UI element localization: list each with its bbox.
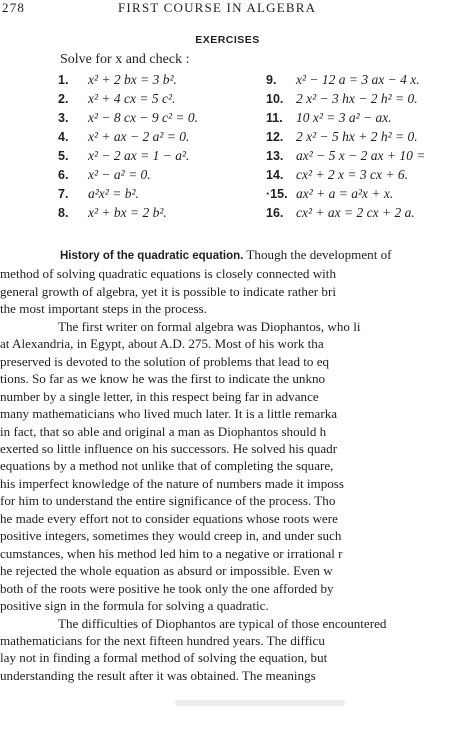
exercise-instruction: Solve for x and check : bbox=[60, 52, 190, 67]
exercise-equation: 10 x² = 3 a² − ax. bbox=[296, 110, 392, 125]
exercise-item bbox=[266, 72, 420, 88]
exercise-equation: ax² − 5 x − 2 ax + 10 = bbox=[296, 148, 426, 163]
paragraph-line: number by a single letter, in this respect being far in advance bbox=[0, 388, 319, 404]
exercise-number: 16. bbox=[266, 206, 284, 220]
paragraph-line: cumstances, when his method led him to a negative or irrational r bbox=[0, 545, 343, 561]
paragraph-line bbox=[60, 246, 455, 265]
exercise-equation: x² − 12 a = 3 ax − 4 x. bbox=[296, 72, 420, 87]
exercise-equation: x² − 8 cx − 9 c² = 0. bbox=[88, 110, 199, 125]
exercise-number: 5. bbox=[58, 149, 69, 163]
exercise-number: 7. bbox=[58, 187, 69, 201]
exercise-equation: x² + bx = 2 b². bbox=[88, 205, 167, 220]
exercise-row bbox=[0, 205, 455, 224]
exercise-row bbox=[0, 148, 455, 167]
text-run: Though the development of bbox=[243, 247, 392, 262]
exercise-item bbox=[58, 91, 175, 107]
exercise-item bbox=[266, 91, 418, 107]
paragraph-line: general growth of algebra, yet it is possible to indicate rather bri bbox=[0, 283, 336, 299]
section-heading: History of the quadratic equation. bbox=[60, 250, 244, 262]
exercise-number: 11. bbox=[266, 111, 283, 125]
exercise-number: 9. bbox=[266, 73, 277, 87]
exercise-number: 6. bbox=[58, 168, 69, 182]
exercise-equation: x² − a² = 0. bbox=[88, 167, 151, 182]
paragraph-line: the most important steps in the process. bbox=[0, 301, 207, 317]
exercise-equation: x² + 4 cx = 5 c². bbox=[88, 91, 176, 106]
exercise-number: 13. bbox=[266, 149, 284, 163]
paragraph-line: he rejected the whole equation as absurd or impossible. Even w bbox=[0, 563, 333, 579]
paragraph-line: The difficulties of Diophantos are typical of those encountered bbox=[58, 615, 387, 631]
running-head bbox=[0, 0, 455, 16]
exercise-item bbox=[58, 148, 189, 164]
paragraph-line: exerted so little influence on his successors. He solved his quadr bbox=[0, 440, 338, 456]
exercise-row bbox=[0, 72, 455, 91]
paragraph-line: his imperfect knowledge of the nature of numbers made it imposs bbox=[0, 475, 344, 491]
paragraph-line: tions. So far as we know he was the first to indicate the unkno bbox=[0, 371, 326, 387]
exercise-item bbox=[266, 129, 418, 145]
paragraph-line: mathematicians for the next fifteen hundred years. The difficu bbox=[0, 632, 325, 648]
paragraph-line: he made every effort not to consider equations whose roots were bbox=[0, 510, 338, 526]
exercise-row bbox=[0, 91, 455, 110]
exercise-item bbox=[266, 148, 425, 164]
exercise-equation: cx² + ax = 2 cx + 2 a. bbox=[296, 205, 415, 220]
exercise-list bbox=[0, 72, 455, 224]
paragraph-line: method of solving quadratic equations is closely connected with bbox=[0, 266, 336, 282]
exercise-number: 12. bbox=[266, 130, 284, 144]
paragraph-line: equations by a method not unlike that of completing the square, bbox=[0, 458, 334, 474]
exercise-row bbox=[0, 110, 455, 129]
exercise-item bbox=[58, 129, 189, 145]
faded-footer-mark bbox=[175, 700, 345, 706]
exercise-item bbox=[58, 167, 151, 183]
exercise-number: ·15. bbox=[266, 187, 288, 201]
book-title: FIRST COURSE IN ALGEBRA bbox=[118, 0, 317, 15]
exercise-number: 8. bbox=[58, 206, 69, 220]
exercise-number: 4. bbox=[58, 130, 69, 144]
exercise-number: 2. bbox=[58, 92, 69, 106]
paragraph-line: positive sign in the formula for solving a quadratic. bbox=[0, 598, 269, 614]
exercise-row bbox=[0, 186, 455, 205]
exercise-item bbox=[58, 205, 167, 221]
exercise-item bbox=[58, 72, 177, 88]
paragraph-line: understanding the result after it was obtained. The meanings bbox=[0, 667, 316, 683]
paragraph-line: preserved is devoted to the solution of problems that lead to eq bbox=[0, 353, 330, 369]
exercise-item bbox=[58, 186, 139, 202]
paragraph-line: at Alexandria, in Egypt, about A.D. 275. Most of his work tha bbox=[0, 336, 324, 352]
paragraph-line: many mathematicians who lived much later. It is a little remarka bbox=[0, 406, 338, 422]
page-number: 278 bbox=[2, 0, 26, 15]
exercise-item bbox=[266, 186, 393, 202]
exercise-number: 1. bbox=[58, 73, 69, 87]
history-section bbox=[0, 246, 455, 684]
exercise-item bbox=[266, 167, 408, 183]
paragraph-line: positive integers, sometimes they would creep in, and under such bbox=[0, 528, 342, 544]
exercise-item bbox=[266, 110, 392, 126]
paragraph-line: in fact, that so able and original a man as Diophantos should h bbox=[0, 423, 327, 439]
exercise-equation: x² − 2 ax = 1 − a². bbox=[88, 148, 190, 163]
exercise-row bbox=[0, 167, 455, 186]
exercise-item bbox=[266, 205, 415, 221]
exercise-number: 3. bbox=[58, 111, 69, 125]
exercise-item bbox=[58, 110, 198, 126]
exercise-equation: a²x² = b². bbox=[88, 186, 139, 201]
paragraph-line: for him to understand the entire significance of the process. Tho bbox=[0, 493, 336, 509]
exercises-heading: EXERCISES bbox=[195, 34, 260, 46]
exercise-equation: 2 x² − 3 hx − 2 h² = 0. bbox=[296, 91, 418, 106]
paragraph-line: The first writer on formal algebra was Diophantos, who li bbox=[58, 318, 361, 334]
paragraph-line: lay not in finding a formal method of solving the equation, but bbox=[0, 650, 328, 666]
exercise-equation: ax² + a = a²x + x. bbox=[296, 186, 394, 201]
exercise-equation: x² + ax − 2 a² = 0. bbox=[88, 129, 190, 144]
exercise-number: 10. bbox=[266, 92, 284, 106]
exercise-equation: cx² + 2 x = 3 cx + 6. bbox=[296, 167, 408, 182]
exercise-number: 14. bbox=[266, 168, 284, 182]
exercise-equation: x² + 2 bx = 3 b². bbox=[88, 72, 177, 87]
exercise-equation: 2 x² − 5 hx + 2 h² = 0. bbox=[296, 129, 418, 144]
exercise-row bbox=[0, 129, 455, 148]
paragraph-line: both of the roots were positive he took only the one afforded by bbox=[0, 580, 334, 596]
